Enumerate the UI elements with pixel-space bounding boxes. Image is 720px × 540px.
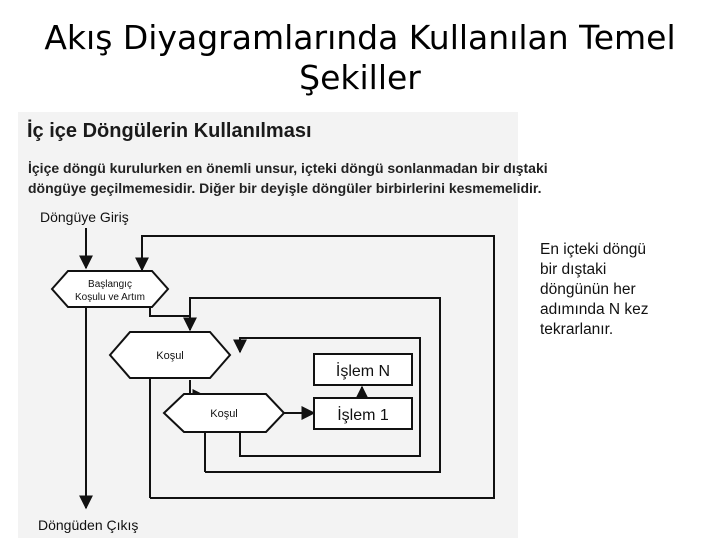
entry-label: Döngüye Giriş (40, 209, 129, 225)
outer-condition-label: Koşul (156, 350, 184, 362)
figure-paragraph-line-2: döngüye geçilmemesidir. Diğer bir deyişle döngüler birbirlerini kesmemelidir. (28, 180, 542, 196)
side-note-line-3: döngünün her (540, 281, 636, 298)
start-label-line-2: Koşulu ve Artım (74, 292, 146, 303)
side-note-line-5: tekrarlanır. (540, 321, 614, 338)
process-n-label: İşlem N (335, 363, 391, 380)
figure-paragraph-line-1: İçiçe döngü kurulurken en önemli unsur, içteki döngü sonlanmadan bir dıştaki (28, 160, 548, 176)
figure-heading: İç içe Döngülerin Kullanılması (27, 120, 312, 142)
slide-title-line-2: Şekiller (299, 58, 421, 97)
slide-title-line-1: Akış Diyagramlarında Kullanılan Temel (44, 18, 676, 57)
side-note-line-1: En içteki döngü (540, 241, 646, 258)
inner-condition-label: Koşul (210, 408, 238, 420)
side-note-line-2: bir dıştaki (540, 261, 607, 278)
side-note (540, 240, 710, 340)
exit-label: Döngüden Çıkış (38, 517, 139, 533)
process-1-label: İşlem 1 (337, 407, 389, 424)
side-note-line-4: adımında N kez (540, 301, 649, 318)
start-label-line-1: Başlangıç (88, 279, 132, 290)
